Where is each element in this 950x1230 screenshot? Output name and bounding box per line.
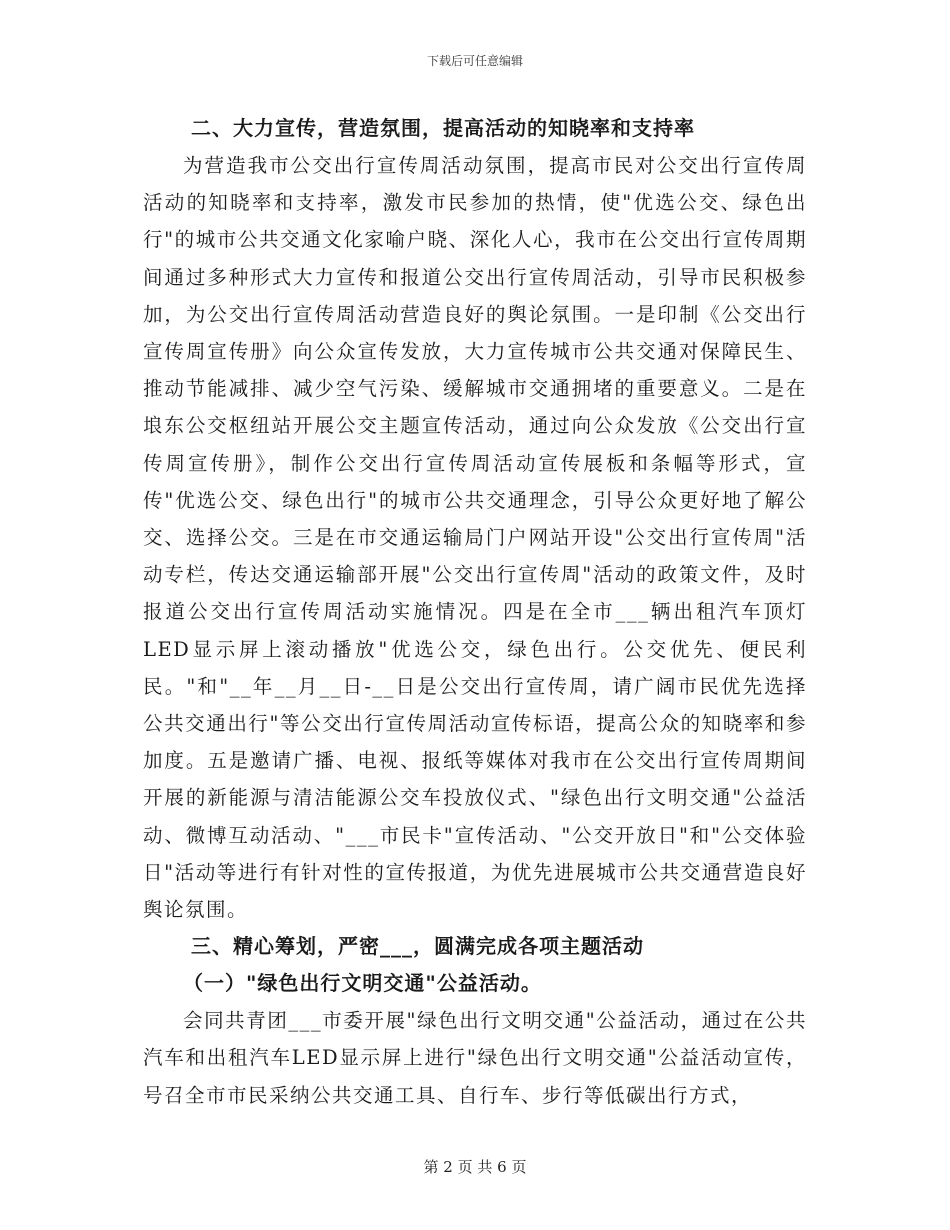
section-paragraph-2: 为营造我市公交出行宣传周活动氛围，提高市民对公交出行宣传周活动的知晓率和支持率，激发市民参加的热情，使"优选公交、绿色出行"的城市公共交通文化家喻户晓、深化人心，我市在公交出行宣传周期间通过多种形式大力宣传和报道公交出行宣传周活动，引导市民积极参加，为公交出行宣传周活动营造良好的舆论氛围。一是印制《公交出行宣传周宣传册》向公众宣传发放，大力宣传城市公共交通对保障民生、推动节能减排、减少空气污染、缓解城市交通拥堵的重要意义。二是在埌东公交枢纽站开展公交主题宣传活动，通过向公众发放《公交出行宣传周宣传册》，制作公交出行宣传周活动宣传展板和条幅等形式，宣传"优选公交、绿色出行"的城市公共交通理念，引导公众更好地了解公交、选择公交。三是在市交通运输局门户网站开设"公交出行宣传周"活动专栏，传达交通运输部开展"公交出行宣传周"活动的政策文件，及时报道公交出行宣传周活动实施情况。四是在全市___辆出租汽车顶灯LED显示屏上滚动播放"优选公交，绿色出行。公交优先、便民利民。"和"__年__月__日-__日是公交出行宣传周，请广阔市民优先选择公共交通出行"等公交出行宣传周活动宣传标语，提高公众的知晓率和参加度。五是邀请广播、电视、报纸等媒体对我市在公交出行宣传周期间开展的新能源与清洁能源公交车投放仪式、"绿色出行文明交通"公益活动、微博互动活动、"___市民卡"宣传活动、"公交开放日"和"公交体验日"活动等进行有针对性的宣传报道，为优先进展城市公共交通营造良好舆论氛围。 [143, 154, 807, 922]
page-number: 第 2 页 共 6 页 [423, 1158, 527, 1176]
document-body [143, 110, 807, 1114]
section-paragraph-3: 会同共青团___市委开展"绿色出行文明交通"公益活动，通过在公共汽车和出租汽车LED显示屏上进行"绿色出行文明交通"公益活动宣传，号召全市市民采纳公共交通工具、自行车、步行等低碳出行方式， [143, 1009, 807, 1107]
subsection-heading-1: （一）"绿色出行文明交通"公益活动。 [183, 971, 542, 996]
page-header-note: 下载后可任意编辑 [426, 54, 523, 68]
section-heading-2: 二、大力宣传，营造氛围，提高活动的知晓率和支持率 [191, 116, 695, 140]
section-heading-3: 三、精心筹划，严密___，圆满完成各项主题活动 [191, 934, 644, 959]
